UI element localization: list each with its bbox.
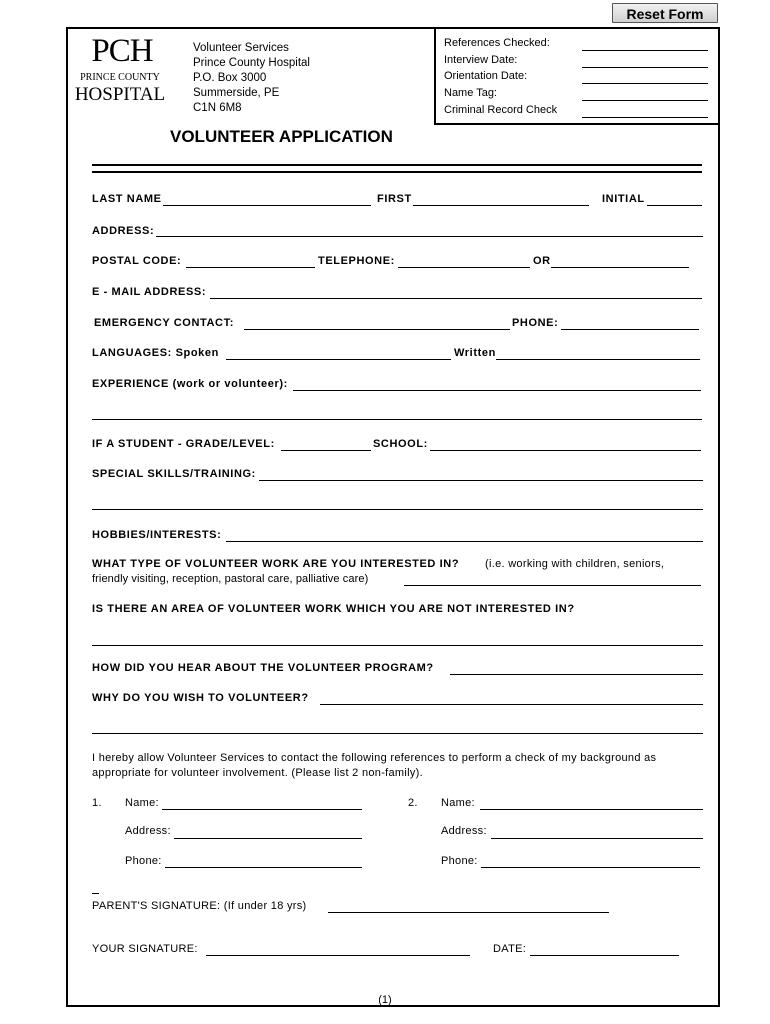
references-checked-field[interactable] <box>582 38 708 51</box>
reset-form-button[interactable]: Reset Form <box>612 3 718 23</box>
student-grade-field[interactable] <box>281 450 371 451</box>
why-volunteer-field[interactable] <box>320 704 703 705</box>
school-field[interactable] <box>430 450 701 451</box>
email-label: E - MAIL ADDRESS: <box>92 286 207 298</box>
not-interested-label: IS THERE AN AREA OF VOLUNTEER WORK WHICH YOU ARE NOT INTERESTED IN? <box>92 603 575 615</box>
reference-1-number: 1. <box>92 797 102 809</box>
your-signature-label: YOUR SIGNATURE: <box>92 943 198 955</box>
work-type-label: WHAT TYPE OF VOLUNTEER WORK ARE YOU INTERESTED IN? <box>92 558 460 570</box>
address-field[interactable] <box>156 236 703 237</box>
hospital-logo-line2: HOSPITAL <box>74 84 166 105</box>
postal-code-label: POSTAL CODE: <box>92 255 182 267</box>
why-volunteer-label: WHY DO YOU WISH TO VOLUNTEER? <box>92 692 309 704</box>
address-line: Summerside, PE <box>193 87 280 99</box>
telephone-label: TELEPHONE: <box>318 255 395 267</box>
student-grade-label: IF A STUDENT - GRADE/LEVEL: <box>92 438 275 450</box>
address-line: C1N 6M8 <box>193 102 242 114</box>
reference-2-phone-field[interactable] <box>481 867 700 868</box>
initial-field[interactable] <box>647 205 702 206</box>
work-type-examples: (i.e. working with children, seniors, <box>485 558 665 570</box>
emergency-phone-label: PHONE: <box>512 317 559 329</box>
reference-1-address-field[interactable] <box>174 838 362 839</box>
reference-2-name-field[interactable] <box>480 809 703 810</box>
address-line: Prince County Hospital <box>193 57 310 69</box>
interview-date-field[interactable] <box>582 55 708 68</box>
title-rule <box>92 164 702 166</box>
hear-about-label: HOW DID YOU HEAR ABOUT THE VOLUNTEER PROGRAM? <box>92 662 434 674</box>
mailing-address <box>193 41 310 116</box>
reference-1-name-label: Name: <box>125 797 159 809</box>
office-item-interview: Interview Date: <box>444 54 518 66</box>
office-item-orientation: Orientation Date: <box>444 70 528 82</box>
first-name-field[interactable] <box>413 205 589 206</box>
reference-2-phone-label: Phone: <box>441 855 478 867</box>
languages-spoken-field[interactable] <box>226 359 451 360</box>
parent-signature-mark <box>92 893 99 894</box>
last-name-label: LAST NAME <box>92 193 162 205</box>
experience-field-line2[interactable] <box>92 419 702 420</box>
reference-1-name-field[interactable] <box>162 809 362 810</box>
why-volunteer-field-line2[interactable] <box>92 733 703 734</box>
initial-label: INITIAL <box>602 193 645 205</box>
date-field[interactable] <box>530 955 679 956</box>
languages-written-field[interactable] <box>496 359 700 360</box>
reference-2-number: 2. <box>408 797 418 809</box>
office-use-box <box>434 27 720 125</box>
form-frame <box>66 27 720 1007</box>
languages-written-label: Written <box>454 347 496 359</box>
not-interested-field[interactable] <box>92 645 703 646</box>
emergency-contact-label: EMERGENCY CONTACT: <box>94 317 234 329</box>
parent-signature-field[interactable] <box>328 912 609 913</box>
hobbies-field[interactable] <box>226 541 703 542</box>
hobbies-label: HOBBIES/INTERESTS: <box>92 529 222 541</box>
hospital-logo-mark: PCH <box>91 33 153 69</box>
address-line: P.O. Box 3000 <box>193 72 267 84</box>
reference-1-phone-field[interactable] <box>165 867 362 868</box>
alt-telephone-field[interactable] <box>551 267 689 268</box>
address-label: ADDRESS: <box>92 225 155 237</box>
experience-field[interactable] <box>293 390 701 391</box>
page-number: (1) <box>378 994 392 1006</box>
address-line: Volunteer Services <box>193 42 289 54</box>
telephone-field[interactable] <box>398 267 530 268</box>
references-statement: I hereby allow Volunteer Services to contact the following references to perform a check of my background as <box>92 752 657 764</box>
email-field[interactable] <box>210 298 702 299</box>
special-skills-field-line2[interactable] <box>92 509 703 510</box>
reference-2-address-label: Address: <box>441 825 487 837</box>
your-signature-field[interactable] <box>206 955 470 956</box>
reference-2-address-field[interactable] <box>491 838 703 839</box>
or-label: OR <box>533 255 551 267</box>
office-item-references: References Checked: <box>444 37 550 49</box>
parent-signature-label: PARENT'S SIGNATURE: (If under 18 yrs) <box>92 900 307 912</box>
name-tag-field[interactable] <box>582 88 708 101</box>
special-skills-label: SPECIAL SKILLS/TRAINING: <box>92 468 256 480</box>
office-item-name-tag: Name Tag: <box>444 87 497 99</box>
last-name-field[interactable] <box>163 205 371 206</box>
special-skills-field[interactable] <box>259 480 703 481</box>
criminal-record-field[interactable] <box>582 105 708 118</box>
reference-2-name-label: Name: <box>441 797 475 809</box>
languages-spoken-label: LANGUAGES: Spoken <box>92 347 219 359</box>
experience-label: EXPERIENCE (work or volunteer): <box>92 378 288 390</box>
title-rule <box>92 171 702 173</box>
references-statement-cont: appropriate for volunteer involvement. (Please list 2 non-family). <box>92 767 424 779</box>
emergency-contact-field[interactable] <box>244 329 510 330</box>
emergency-phone-field[interactable] <box>561 329 699 330</box>
first-name-label: FIRST <box>377 193 412 205</box>
orientation-date-field[interactable] <box>582 71 708 84</box>
office-item-criminal-check: Criminal Record Check <box>444 104 558 116</box>
form-title: VOLUNTEER APPLICATION <box>170 127 393 146</box>
reference-1-phone-label: Phone: <box>125 855 162 867</box>
school-label: SCHOOL: <box>373 438 428 450</box>
hospital-logo-line1: PRINCE COUNTY <box>80 72 160 83</box>
date-label: DATE: <box>493 943 527 955</box>
work-type-examples-cont: friendly visiting, reception, pastoral care, palliative care) <box>92 573 369 585</box>
postal-code-field[interactable] <box>186 267 315 268</box>
hear-about-field[interactable] <box>450 674 703 675</box>
reference-1-address-label: Address: <box>125 825 171 837</box>
work-type-field[interactable] <box>404 585 701 586</box>
